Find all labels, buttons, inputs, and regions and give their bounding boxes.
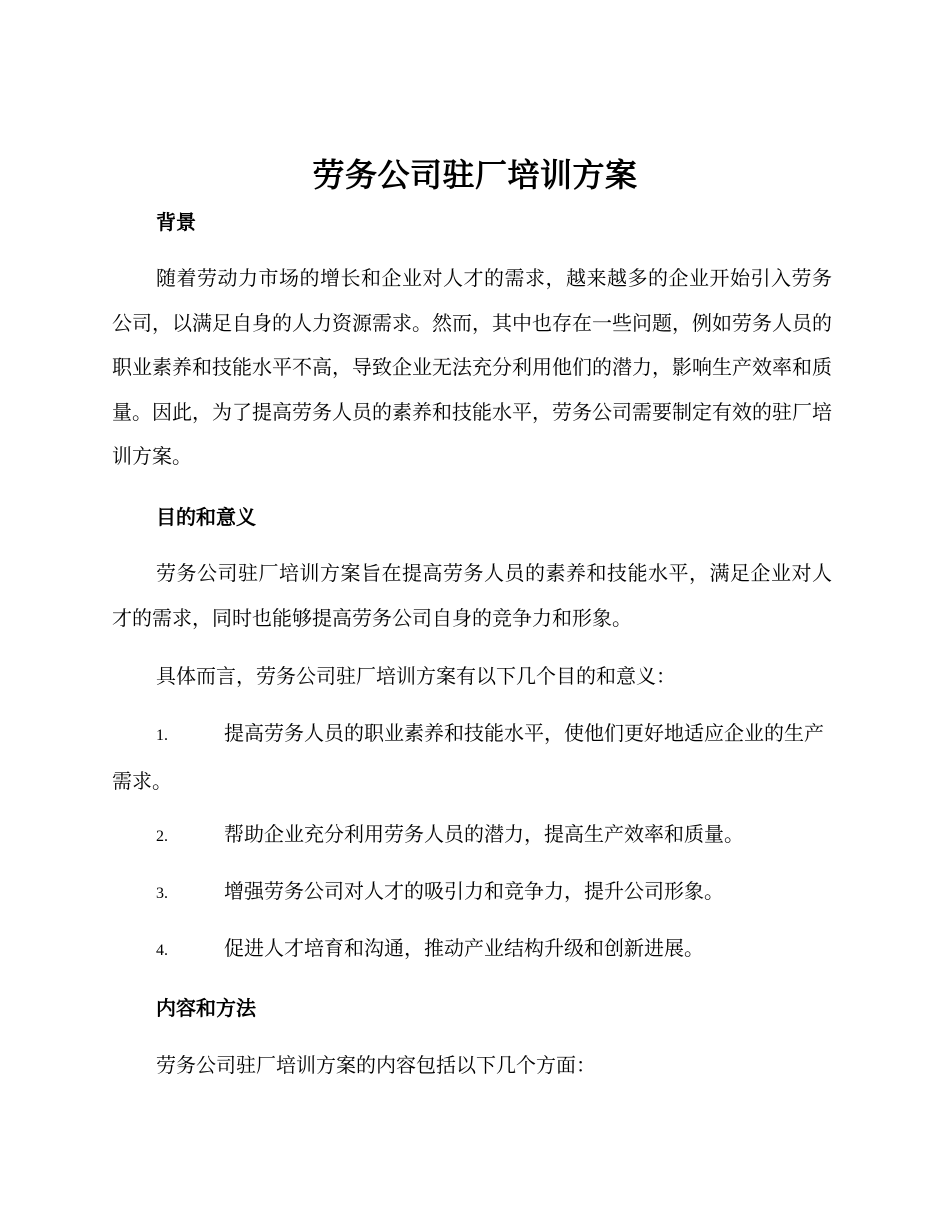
- background-paragraph: 随着劳动力市场的增长和企业对人才的需求，越来越多的企业开始引入劳务公司，以满足自身的人力资源需求。然而，其中也存在一些问题，例如劳务人员的职业素养和技能水平不高，导致企业无法充分利用他们的潜力，影响生产效率和质量。因此，为了提高劳务人员的素养和技能水平，劳务公司需要制定有效的驻厂培训方案。: [112, 266, 832, 468]
- purpose-intro: 具体而言，劳务公司驻厂培训方案有以下几个目的和意义：: [156, 664, 676, 688]
- list-text: 增强劳务公司对人才的吸引力和竞争力，提升公司形象。: [224, 879, 724, 903]
- list-item: [112, 711, 832, 803]
- document-title: 劳务公司驻厂培训方案: [312, 156, 638, 194]
- list-text: 促进人才培育和沟通，推动产业结构升级和创新进展。: [224, 936, 704, 960]
- list-item: [112, 812, 832, 860]
- list-item: [112, 926, 832, 974]
- list-text: 提高劳务人员的职业素养和技能水平，使他们更好地适应企业的生产需求。: [112, 721, 824, 793]
- list-number: 4.: [156, 942, 168, 959]
- list-number: 1.: [156, 727, 168, 744]
- list-item: [112, 869, 832, 917]
- list-text: 帮助企业充分利用劳务人员的潜力，提高生产效率和质量。: [224, 822, 744, 846]
- content-intro: 劳务公司驻厂培训方案的内容包括以下几个方面：: [156, 1053, 596, 1077]
- section-heading-purpose: 目的和意义: [156, 505, 256, 529]
- list-number: 2.: [156, 828, 168, 845]
- section-heading-content: 内容和方法: [156, 996, 256, 1020]
- section-heading-background: 背景: [156, 210, 196, 234]
- purpose-paragraph: 劳务公司驻厂培训方案旨在提高劳务人员的素养和技能水平，满足企业对人才的需求，同时也能够提高劳务公司自身的竞争力和形象。: [112, 561, 832, 630]
- list-number: 3.: [156, 885, 168, 902]
